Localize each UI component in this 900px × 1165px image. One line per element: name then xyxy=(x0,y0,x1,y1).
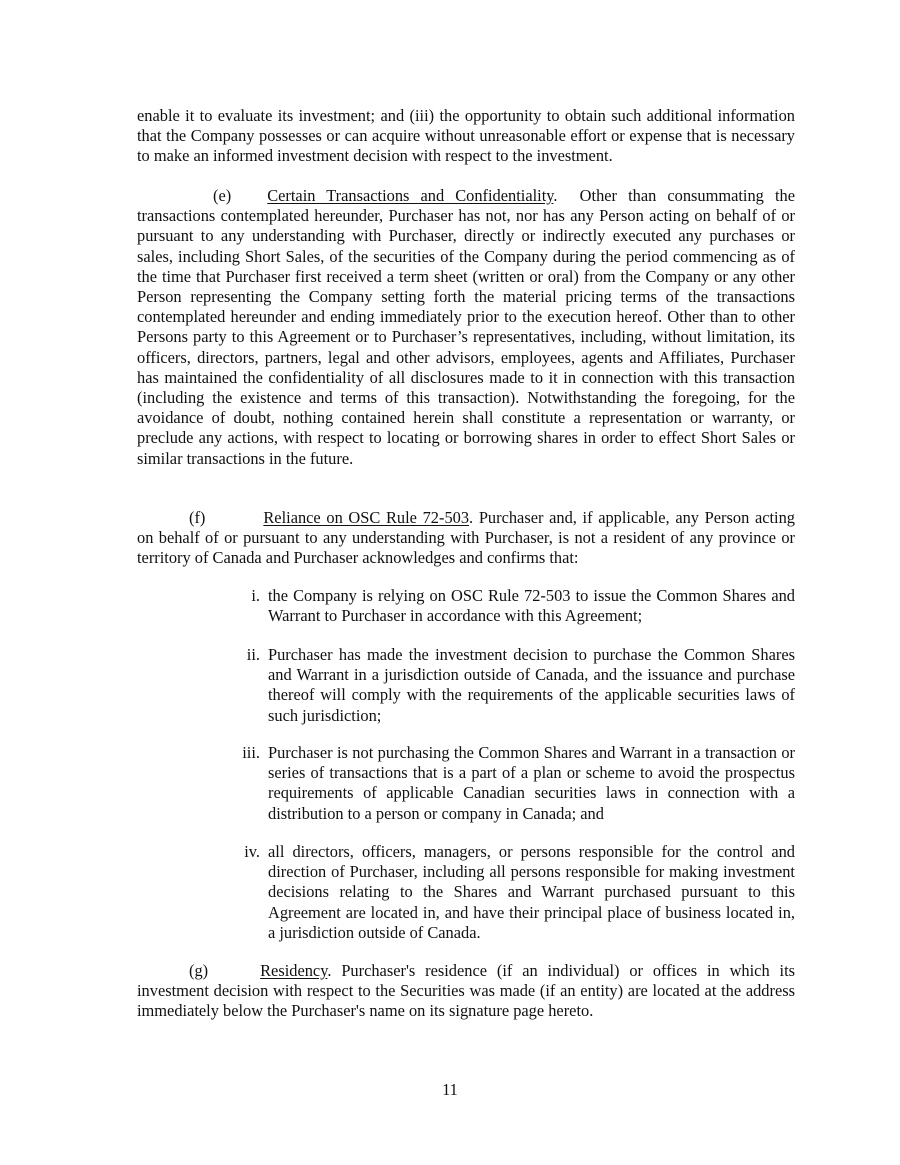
section-g-paragraph: (g) Residency. Purchaser's residence (if an individual) or offices in which its investment decision with respect to the Securities was made (if an entity) are located at the address immediately below the Purchaser's name on its signature page hereto. xyxy=(137,961,796,1021)
list-item-numeral: iii. xyxy=(242,743,260,762)
list-item-text: Purchaser is not purchasing the Common Shares and Warrant in a transaction or series of transactions that is a part of a plan or scheme to avoid the prospectus requirements of applicable Canadian securities laws in connection with a distribution to a person or company in Canada; and xyxy=(268,743,795,823)
section-f-body: Purchaser and, if applicable, any Person acting on behalf of or pursuant to any understanding with Purchaser, is not a resident of any province or territory of Canada and Purchaser acknowledges and confirms that: xyxy=(137,508,795,568)
list-item-numeral: i. xyxy=(251,586,260,605)
continuation-text: enable it to evaluate its investment; and (iii) the opportunity to obtain such additional information that the Company possesses or can acquire without unreasonable effort or expense that is necessary to make an informed investment decision with respect to the investment. xyxy=(137,106,795,166)
section-g-label: (g) xyxy=(189,961,209,980)
list-item xyxy=(244,842,795,943)
list-item-numeral: ii. xyxy=(246,645,260,664)
section-g-heading: Residency xyxy=(260,961,328,980)
section-e-heading: Certain Transactions and Confidentiality xyxy=(267,186,554,205)
continuation-paragraph xyxy=(137,106,795,167)
section-f-heading: Reliance on OSC Rule 72-503 xyxy=(263,508,470,527)
section-e-paragraph: (e) Certain Transactions and Confidentiality. Other than consummating the transactions contemplated hereunder, Purchaser has not, nor has any Person acting on behalf of or pursuant to any understanding with Purchaser, directly or indirectly executed any purchases or sales, including Short Sales, of the securities of the Company during the period commencing as of the time that Purchaser first received a term sheet (written or oral) from the Company or any other Person representing the Company setting forth the material pricing terms of the transactions contemplated hereunder and ending immediately prior to the execution hereof. Other than to other Persons party to this Agreement or to Purchaser’s representatives, including, without limitation, its officers, directors, partners, legal and other advisors, employees, agents and Affiliates, Purchaser has maintained the confidentiality of all disclosures made to it in connection with this transaction (including the existence and terms of this transaction). Notwithstanding the foregoing, for the avoidance of doubt, nothing contained herein shall constitute a representation or warranty, or preclude any actions, with respect to locating or borrowing shares in order to effect Short Sales or similar transactions in the future. xyxy=(137,186,795,468)
list-item xyxy=(246,645,795,726)
section-f-label: (f) xyxy=(189,508,206,527)
section-e-body: Other than consummating the transactions contemplated hereunder, Purchaser has not, nor has any Person acting on behalf of or pursuant to any understanding with Purchaser, directly or indirectly executed any purchases or sales, including Short Sales, of the securities of the Company during the period commencing as of the time that Purchaser first received a term sheet (written or oral) from the Company or any other Person representing the Company setting forth the material pricing terms of the transactions contemplated hereunder and ending immediately prior to the execution hereof. Other than to other Persons party to this Agreement or to Purchaser’s representatives, including, without limitation, its officers, directors, partners, legal and other advisors, employees, agents and Affiliates, Purchaser has maintained the confidentiality of all disclosures made to it in connection with this transaction (including the existence and terms of this transaction). Notwithstanding the foregoing, for the avoidance of doubt, nothing contained herein shall constitute a representation or warranty, or preclude any actions, with respect to locating or borrowing shares in order to effect Short Sales or similar transactions in the future. xyxy=(137,186,795,468)
section-g-body: Purchaser's residence (if an individual) or offices in which its investment decision with respect to the Securities was made (if an entity) are located at the address immediately below the Purchaser's name on its signature page hereto. xyxy=(137,961,796,1021)
list-item xyxy=(251,586,795,626)
page-number: 11 xyxy=(442,1080,458,1099)
section-e-label: (e) xyxy=(213,186,232,205)
list-item xyxy=(242,743,795,824)
list-item-text: the Company is relying on OSC Rule 72-503 to issue the Common Shares and Warrant to Purchaser in accordance with this Agreement; xyxy=(268,586,795,626)
section-f-paragraph: (f) Reliance on OSC Rule 72-503. Purchaser and, if applicable, any Person acting on behalf of or pursuant to any understanding with Purchaser, is not a resident of any province or territory of Canada and Purchaser acknowledges and confirms that: xyxy=(137,508,795,568)
list-item-text: all directors, officers, managers, or persons responsible for the control and direction of Purchaser, including all persons responsible for making investment decisions relating to the Shares and Warrant purchased pursuant to this Agreement are located in, and have their principal place of business located in, a jurisdiction outside of Canada. xyxy=(268,842,795,942)
list-item-numeral: iv. xyxy=(244,842,260,861)
list-item-text: Purchaser has made the investment decision to purchase the Common Shares and Warrant in a jurisdiction outside of Canada, and the issuance and purchase thereof will comply with the requirements of the applicable securities laws of such jurisdiction; xyxy=(268,645,795,725)
